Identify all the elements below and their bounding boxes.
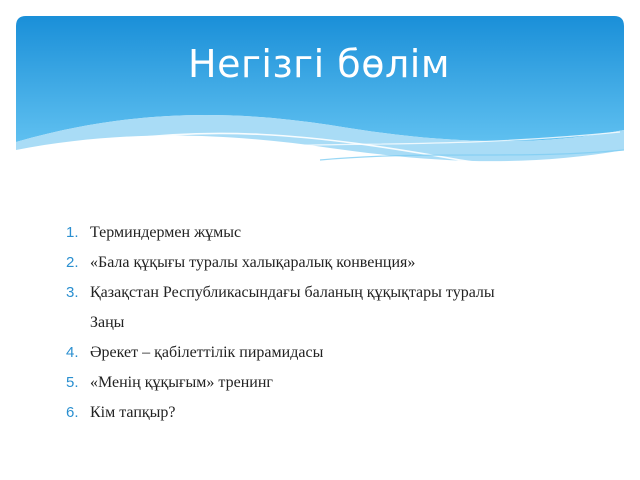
agenda-list xyxy=(66,218,586,428)
header-wave-banner xyxy=(0,0,640,200)
list-item-text: Кім тапқыр? xyxy=(90,404,176,421)
list-number: 4. xyxy=(66,344,79,361)
list-number: 2. xyxy=(66,254,79,271)
list-item xyxy=(66,398,586,428)
list-number: 6. xyxy=(66,404,79,421)
list-number: 3. xyxy=(66,284,79,301)
list-item-text: Терминдермен жұмыс xyxy=(90,224,242,241)
list-item xyxy=(66,338,586,368)
list-item-text: Қазақстан Республикасындағы баланың құқықтары туралы Заңы xyxy=(90,284,495,331)
list-item xyxy=(66,368,586,398)
list-item-text: «Бала құқығы туралы халықаралық конвенция» xyxy=(90,254,416,271)
list-item-text: «Менің құқығым» тренинг xyxy=(90,374,273,391)
list-number: 5. xyxy=(66,374,79,391)
slide-title: Негізгі бөлім xyxy=(188,42,450,86)
list-item xyxy=(66,278,586,338)
list-item xyxy=(66,218,586,248)
list-item-text: Әрекет – қабілеттілік пирамидасы xyxy=(90,344,324,361)
list-number: 1. xyxy=(66,224,79,241)
list-item xyxy=(66,248,586,278)
